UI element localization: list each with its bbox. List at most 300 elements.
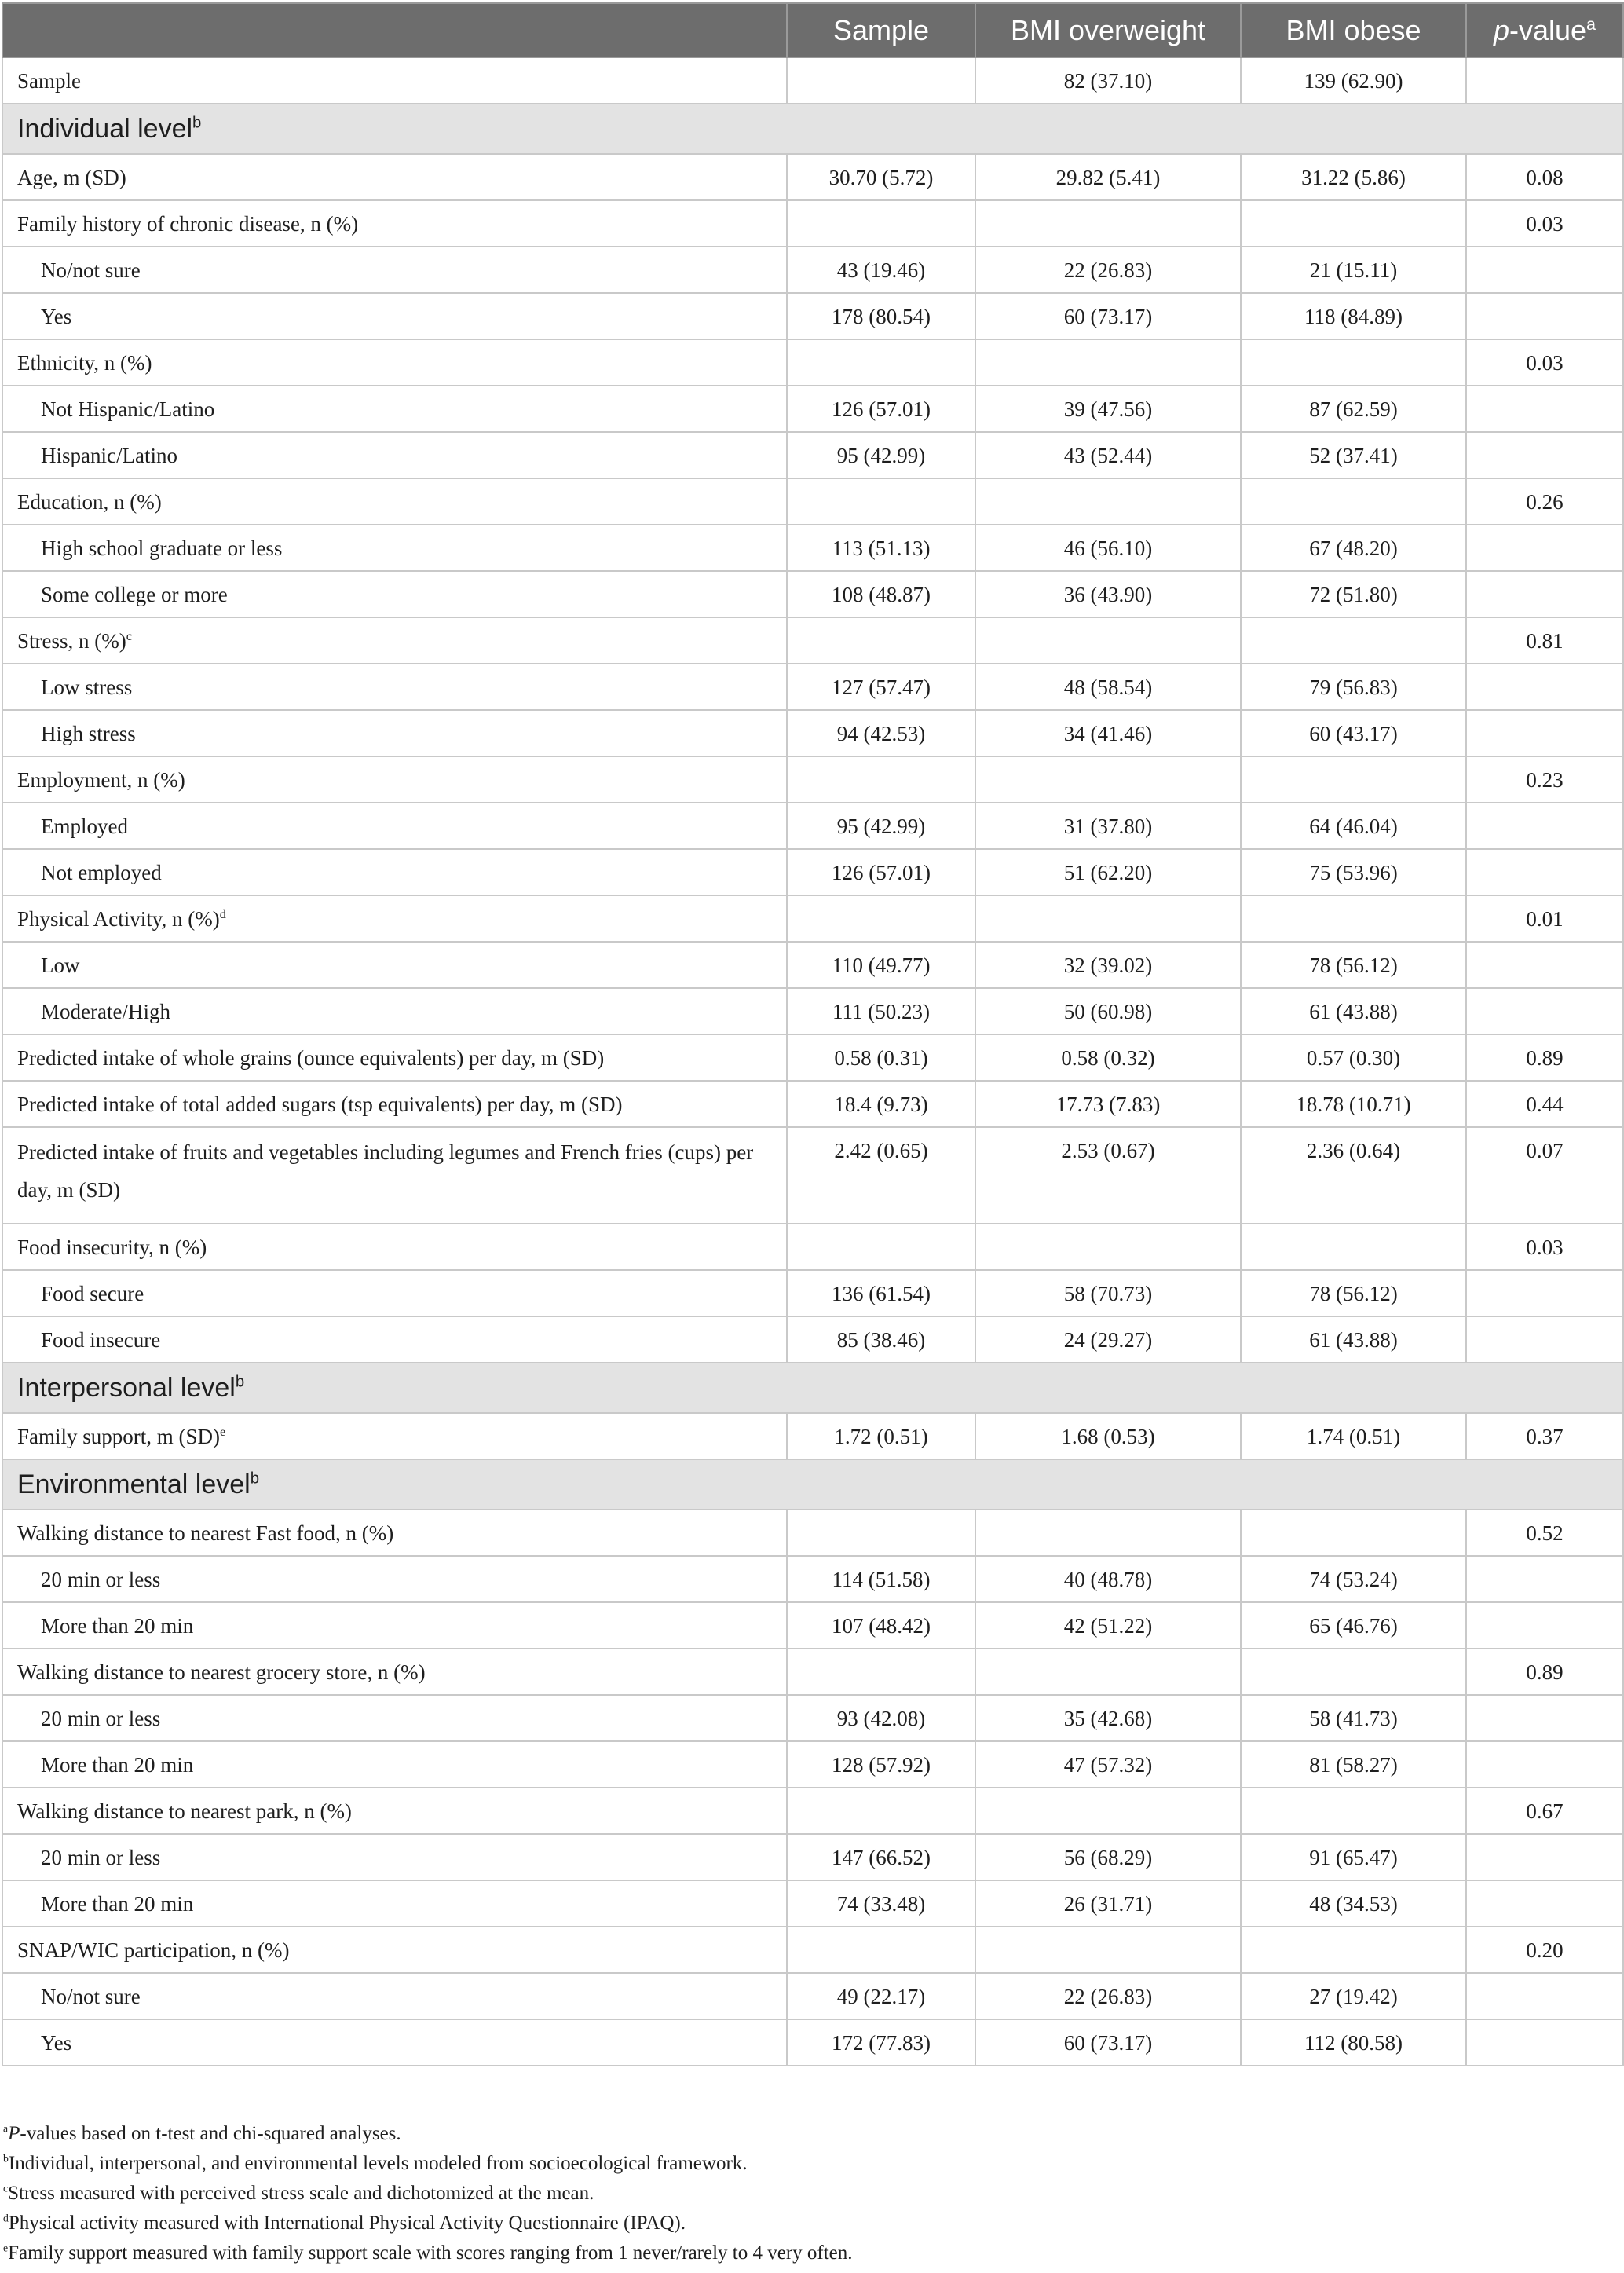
- row-label: [2, 57, 787, 104]
- cell-bmi-overweight: 22 (26.83): [975, 1973, 1241, 2019]
- section-heading-text: Individual level: [17, 114, 193, 144]
- header-variable: [2, 3, 787, 57]
- cell-sample: 85 (38.46): [787, 1316, 975, 1363]
- cell-bmi-obese: 1.74 (0.51): [1241, 1413, 1466, 1459]
- cell-p-value: [1466, 571, 1623, 617]
- row-sublabel: [2, 432, 787, 478]
- cell-p-value: 0.81: [1466, 617, 1623, 664]
- row-label: [2, 1413, 787, 1459]
- section-footnote-marker: b: [250, 1470, 260, 1488]
- cell-p-value: [1466, 664, 1623, 710]
- cell-sample: 127 (57.47): [787, 664, 975, 710]
- cell-bmi-obese: 60 (43.17): [1241, 710, 1466, 756]
- row-label-text: More than 20 min: [41, 1752, 194, 1777]
- cell-bmi-overweight: 51 (62.20): [975, 849, 1241, 895]
- cell-sample: [787, 617, 975, 664]
- footnote-marker: e: [3, 2242, 9, 2254]
- section-heading: [2, 104, 1623, 154]
- section-heading-text: Environmental level: [17, 1470, 251, 1499]
- row-label-text: Sample: [17, 68, 81, 93]
- row-label-text: Education, n (%): [17, 489, 162, 514]
- table-row: [2, 617, 1623, 664]
- table-row: [2, 339, 1623, 386]
- cell-bmi-overweight: 56 (68.29): [975, 1834, 1241, 1880]
- cell-sample: [787, 1927, 975, 1973]
- cell-bmi-overweight: 26 (31.71): [975, 1880, 1241, 1927]
- table-row: [2, 386, 1623, 432]
- table-row: [2, 942, 1623, 988]
- cell-bmi-overweight: 39 (47.56): [975, 386, 1241, 432]
- cell-bmi-overweight: [975, 200, 1241, 247]
- cell-bmi-overweight: [975, 1788, 1241, 1834]
- cell-bmi-obese: 52 (37.41): [1241, 432, 1466, 478]
- table-row: [2, 1649, 1623, 1695]
- row-sublabel: [2, 1741, 787, 1788]
- cell-bmi-overweight: [975, 895, 1241, 942]
- cell-bmi-obese: 75 (53.96): [1241, 849, 1466, 895]
- row-label-text: High stress: [41, 721, 136, 745]
- cell-bmi-overweight: 48 (58.54): [975, 664, 1241, 710]
- cell-p-value: [1466, 1834, 1623, 1880]
- table-row: [2, 1224, 1623, 1270]
- footnote-text: Family support measured with family support scale with scores ranging from 1 never/rarely to 4 very often.: [8, 2242, 853, 2264]
- table-row: [2, 247, 1623, 293]
- cell-bmi-obese: [1241, 1649, 1466, 1695]
- cell-bmi-obese: 118 (84.89): [1241, 293, 1466, 339]
- cell-sample: 2.42 (0.65): [787, 1127, 975, 1224]
- table-row: [2, 1034, 1623, 1081]
- footnote-marker: c: [3, 2182, 9, 2194]
- header-sample: Sample: [787, 3, 975, 57]
- row-label-text: Moderate/High: [41, 999, 170, 1023]
- row-label-text: Food insecurity, n (%): [17, 1235, 207, 1259]
- cell-p-value: [1466, 432, 1623, 478]
- table-row: [2, 988, 1623, 1034]
- table-row: [2, 895, 1623, 942]
- footnote: [3, 2149, 1621, 2179]
- footnote: [3, 2209, 1621, 2238]
- cell-sample: 126 (57.01): [787, 849, 975, 895]
- cell-bmi-obese: 139 (62.90): [1241, 57, 1466, 104]
- cell-sample: 18.4 (9.73): [787, 1081, 975, 1127]
- row-sublabel: [2, 525, 787, 571]
- footnote-text: Stress measured with perceived stress scale and dichotomized at the mean.: [8, 2183, 594, 2204]
- cell-p-value: 0.89: [1466, 1649, 1623, 1695]
- cell-sample: 93 (42.08): [787, 1695, 975, 1741]
- cell-p-value: 0.07: [1466, 1127, 1623, 1224]
- cell-bmi-overweight: 60 (73.17): [975, 2019, 1241, 2066]
- cell-bmi-obese: 78 (56.12): [1241, 942, 1466, 988]
- table-row: [2, 1413, 1623, 1459]
- row-sublabel: [2, 1316, 787, 1363]
- cell-sample: [787, 1510, 975, 1556]
- row-label-text: 20 min or less: [41, 1845, 161, 1869]
- row-label-text: Yes: [41, 2030, 72, 2055]
- footnote-marker: d: [3, 2212, 9, 2224]
- row-label-text: Low: [41, 953, 80, 977]
- row-label: [2, 1224, 787, 1270]
- cell-bmi-obese: 61 (43.88): [1241, 1316, 1466, 1363]
- cell-bmi-overweight: [975, 1510, 1241, 1556]
- cell-bmi-overweight: 0.58 (0.32): [975, 1034, 1241, 1081]
- table-row: [2, 1556, 1623, 1602]
- cell-sample: 107 (48.42): [787, 1602, 975, 1649]
- cell-p-value: [1466, 1556, 1623, 1602]
- cell-sample: [787, 478, 975, 525]
- table-row: [2, 849, 1623, 895]
- table-row: [2, 200, 1623, 247]
- row-label: [2, 1649, 787, 1695]
- cell-p-value: 0.37: [1466, 1413, 1623, 1459]
- row-sublabel: [2, 803, 787, 849]
- table-row: [2, 1880, 1623, 1927]
- cell-p-value: 0.44: [1466, 1081, 1623, 1127]
- cell-sample: 147 (66.52): [787, 1834, 975, 1880]
- cell-sample: [787, 339, 975, 386]
- cell-bmi-overweight: 43 (52.44): [975, 432, 1241, 478]
- table-row: [2, 478, 1623, 525]
- header-bmi-overweight: BMI overweight: [975, 3, 1241, 57]
- cell-sample: 110 (49.77): [787, 942, 975, 988]
- cell-bmi-overweight: 31 (37.80): [975, 803, 1241, 849]
- cell-p-value: 0.67: [1466, 1788, 1623, 1834]
- table-row: [2, 710, 1623, 756]
- footnote: [3, 2179, 1621, 2209]
- row-label: [2, 617, 787, 664]
- section-row: [2, 1459, 1623, 1510]
- row-label-text: Predicted intake of total added sugars (tsp equivalents) per day, m (SD): [17, 1092, 623, 1116]
- cell-bmi-overweight: [975, 756, 1241, 803]
- table-header: [2, 3, 1623, 57]
- table-footnotes: [3, 2119, 1621, 2268]
- cell-sample: 172 (77.83): [787, 2019, 975, 2066]
- row-label: [2, 1788, 787, 1834]
- row-label-text: SNAP/WIC participation, n (%): [17, 1938, 290, 1962]
- row-label-text: Some college or more: [41, 582, 228, 606]
- cell-sample: 114 (51.58): [787, 1556, 975, 1602]
- cell-p-value: [1466, 988, 1623, 1034]
- cell-bmi-obese: 91 (65.47): [1241, 1834, 1466, 1880]
- table-row: [2, 664, 1623, 710]
- footnote-text: Individual, interpersonal, and environmental levels modeled from socioecological framework.: [8, 2153, 748, 2174]
- cell-bmi-obese: 2.36 (0.64): [1241, 1127, 1466, 1224]
- table-row: [2, 1510, 1623, 1556]
- row-label-text: Employment, n (%): [17, 767, 185, 792]
- cell-bmi-obese: 65 (46.76): [1241, 1602, 1466, 1649]
- cell-bmi-obese: [1241, 339, 1466, 386]
- row-label-text: No/not sure: [41, 1984, 141, 2008]
- row-label-text: Yes: [41, 304, 72, 328]
- row-label-text: Walking distance to nearest park, n (%): [17, 1799, 352, 1823]
- row-label: [2, 1510, 787, 1556]
- cell-sample: 49 (22.17): [787, 1973, 975, 2019]
- cell-bmi-obese: 61 (43.88): [1241, 988, 1466, 1034]
- table-row: [2, 1741, 1623, 1788]
- cell-p-value: 0.03: [1466, 1224, 1623, 1270]
- cell-bmi-overweight: 24 (29.27): [975, 1316, 1241, 1363]
- cell-p-value: [1466, 1880, 1623, 1927]
- row-label-text: Family history of chronic disease, n (%): [17, 211, 359, 236]
- cell-p-value: [1466, 849, 1623, 895]
- row-sublabel: [2, 571, 787, 617]
- cell-sample: 95 (42.99): [787, 432, 975, 478]
- table-row: [2, 2019, 1623, 2066]
- row-label-text: Food insecure: [41, 1327, 161, 1352]
- cell-bmi-overweight: 34 (41.46): [975, 710, 1241, 756]
- row-label: [2, 154, 787, 200]
- cell-sample: 74 (33.48): [787, 1880, 975, 1927]
- row-label: [2, 339, 787, 386]
- cell-bmi-overweight: [975, 478, 1241, 525]
- cell-bmi-obese: 72 (51.80): [1241, 571, 1466, 617]
- cell-sample: 178 (80.54): [787, 293, 975, 339]
- row-sublabel: [2, 710, 787, 756]
- section-heading: [2, 1459, 1623, 1510]
- row-label-text: Not Hispanic/Latino: [41, 397, 215, 421]
- row-sublabel: [2, 1973, 787, 2019]
- row-label-text: 20 min or less: [41, 1567, 161, 1591]
- row-sublabel: [2, 942, 787, 988]
- cell-bmi-obese: 0.57 (0.30): [1241, 1034, 1466, 1081]
- section-footnote-marker: b: [235, 1373, 245, 1391]
- cell-bmi-overweight: 17.73 (7.83): [975, 1081, 1241, 1127]
- section-heading: [2, 1363, 1623, 1413]
- cell-p-value: [1466, 710, 1623, 756]
- table-row: [2, 1834, 1623, 1880]
- row-label-text: Hispanic/Latino: [41, 443, 177, 467]
- row-sublabel: [2, 849, 787, 895]
- cell-bmi-obese: 67 (48.20): [1241, 525, 1466, 571]
- row-sublabel: [2, 664, 787, 710]
- row-sublabel: [2, 247, 787, 293]
- row-label: [2, 1927, 787, 1973]
- row-label-text: Not employed: [41, 860, 162, 884]
- row-label-text: No/not sure: [41, 258, 141, 282]
- cell-p-value: [1466, 803, 1623, 849]
- table-row: [2, 1927, 1623, 1973]
- cell-p-value: 0.03: [1466, 200, 1623, 247]
- cell-p-value: 0.52: [1466, 1510, 1623, 1556]
- row-sublabel: [2, 386, 787, 432]
- header-p-rest: -value: [1509, 14, 1587, 46]
- cell-bmi-obese: 87 (62.59): [1241, 386, 1466, 432]
- row-sublabel: [2, 1556, 787, 1602]
- cell-bmi-obese: 74 (53.24): [1241, 1556, 1466, 1602]
- table-body: [2, 57, 1623, 2066]
- header-p-italic: p: [1493, 14, 1509, 46]
- cell-sample: 128 (57.92): [787, 1741, 975, 1788]
- cell-bmi-obese: [1241, 200, 1466, 247]
- footnote: [3, 2119, 1621, 2149]
- cell-bmi-obese: [1241, 1788, 1466, 1834]
- cell-bmi-overweight: 50 (60.98): [975, 988, 1241, 1034]
- cell-p-value: [1466, 1695, 1623, 1741]
- table-row: [2, 571, 1623, 617]
- row-label: [2, 895, 787, 942]
- cell-p-value: 0.08: [1466, 154, 1623, 200]
- cell-bmi-obese: 18.78 (10.71): [1241, 1081, 1466, 1127]
- cell-bmi-overweight: 2.53 (0.67): [975, 1127, 1241, 1224]
- cell-bmi-overweight: 32 (39.02): [975, 942, 1241, 988]
- cell-sample: 95 (42.99): [787, 803, 975, 849]
- table-row: [2, 1127, 1623, 1224]
- footnote-marker: a: [3, 2122, 9, 2135]
- table-row: [2, 432, 1623, 478]
- row-sublabel: [2, 293, 787, 339]
- row-label-text: Food secure: [41, 1281, 144, 1305]
- row-sublabel: [2, 1695, 787, 1741]
- cell-p-value: 0.20: [1466, 1927, 1623, 1973]
- footnote-text: -values based on t-test and chi-squared analyses.: [20, 2123, 401, 2144]
- row-sublabel: [2, 2019, 787, 2066]
- row-label-text: Predicted intake of fruits and vegetables including legumes and French fries (cups) per day, m (SD): [17, 1140, 754, 1202]
- cell-bmi-obese: 58 (41.73): [1241, 1695, 1466, 1741]
- cell-p-value: 0.26: [1466, 478, 1623, 525]
- cell-sample: 126 (57.01): [787, 386, 975, 432]
- row-label-text: Ethnicity, n (%): [17, 350, 152, 375]
- table-row: [2, 1973, 1623, 2019]
- cell-sample: 113 (51.13): [787, 525, 975, 571]
- table-row: [2, 154, 1623, 200]
- cell-bmi-obese: 27 (19.42): [1241, 1973, 1466, 2019]
- row-label-text: Age, m (SD): [17, 165, 126, 189]
- table-row: [2, 756, 1623, 803]
- cell-sample: 43 (19.46): [787, 247, 975, 293]
- cell-bmi-overweight: 22 (26.83): [975, 247, 1241, 293]
- cell-bmi-overweight: [975, 1224, 1241, 1270]
- cell-p-value: 0.03: [1466, 339, 1623, 386]
- cell-bmi-overweight: [975, 1927, 1241, 1973]
- cell-sample: [787, 57, 975, 104]
- cell-sample: 94 (42.53): [787, 710, 975, 756]
- cell-p-value: [1466, 942, 1623, 988]
- cell-bmi-overweight: [975, 1649, 1241, 1695]
- row-label: [2, 756, 787, 803]
- cell-bmi-obese: [1241, 1510, 1466, 1556]
- row-label: [2, 1081, 787, 1127]
- cell-p-value: [1466, 525, 1623, 571]
- cell-sample: [787, 1224, 975, 1270]
- cell-bmi-overweight: 36 (43.90): [975, 571, 1241, 617]
- table-row: [2, 1695, 1623, 1741]
- cell-sample: 30.70 (5.72): [787, 154, 975, 200]
- cell-bmi-obese: 79 (56.83): [1241, 664, 1466, 710]
- footnote-marker: b: [3, 2152, 9, 2165]
- row-label-text: Stress, n (%): [17, 628, 126, 653]
- cell-bmi-obese: 81 (58.27): [1241, 1741, 1466, 1788]
- cell-bmi-overweight: 82 (37.10): [975, 57, 1241, 104]
- row-label: [2, 478, 787, 525]
- cell-p-value: [1466, 386, 1623, 432]
- cell-bmi-obese: [1241, 1224, 1466, 1270]
- row-label-text: Low stress: [41, 675, 133, 699]
- cell-bmi-overweight: 35 (42.68): [975, 1695, 1241, 1741]
- row-label-text: Family support, m (SD): [17, 1424, 221, 1448]
- row-label: [2, 1034, 787, 1081]
- cell-sample: [787, 1649, 975, 1695]
- cell-p-value: [1466, 1973, 1623, 2019]
- cell-bmi-overweight: 47 (57.32): [975, 1741, 1241, 1788]
- cell-bmi-obese: 21 (15.11): [1241, 247, 1466, 293]
- row-label-text: High school graduate or less: [41, 536, 283, 560]
- header-bmi-obese: BMI obese: [1241, 3, 1466, 57]
- cell-bmi-overweight: 42 (51.22): [975, 1602, 1241, 1649]
- cell-bmi-obese: [1241, 478, 1466, 525]
- cell-sample: 136 (61.54): [787, 1270, 975, 1316]
- cell-sample: [787, 756, 975, 803]
- cell-p-value: [1466, 57, 1623, 104]
- cell-bmi-obese: [1241, 756, 1466, 803]
- row-label-text: Employed: [41, 814, 128, 838]
- cell-bmi-obese: 48 (34.53): [1241, 1880, 1466, 1927]
- cell-bmi-obese: [1241, 895, 1466, 942]
- cell-p-value: [1466, 1270, 1623, 1316]
- cell-bmi-overweight: [975, 339, 1241, 386]
- row-sublabel: [2, 988, 787, 1034]
- row-label-text: More than 20 min: [41, 1613, 194, 1638]
- footnote-text: Physical activity measured with International Physical Activity Questionnaire (IPAQ).: [8, 2213, 686, 2234]
- table-row: [2, 1081, 1623, 1127]
- row-footnote-marker: e: [220, 1424, 226, 1439]
- cell-bmi-overweight: 46 (56.10): [975, 525, 1241, 571]
- table-row: [2, 1602, 1623, 1649]
- row-label-text: Walking distance to nearest grocery store, n (%): [17, 1660, 426, 1684]
- cell-bmi-obese: [1241, 1927, 1466, 1973]
- demographics-table: [2, 2, 1624, 2066]
- cell-sample: [787, 895, 975, 942]
- row-sublabel: [2, 1880, 787, 1927]
- cell-p-value: [1466, 1741, 1623, 1788]
- cell-bmi-obese: [1241, 617, 1466, 664]
- table-row: [2, 803, 1623, 849]
- cell-bmi-obese: 64 (46.04): [1241, 803, 1466, 849]
- cell-sample: 0.58 (0.31): [787, 1034, 975, 1081]
- row-label-text: Walking distance to nearest Fast food, n (%): [17, 1521, 394, 1545]
- row-sublabel: [2, 1602, 787, 1649]
- cell-bmi-obese: 31.22 (5.86): [1241, 154, 1466, 200]
- cell-p-value: 0.23: [1466, 756, 1623, 803]
- row-label: [2, 1127, 787, 1224]
- cell-bmi-overweight: 60 (73.17): [975, 293, 1241, 339]
- footnote: [3, 2238, 1621, 2268]
- row-footnote-marker: c: [126, 628, 132, 643]
- cell-sample: [787, 200, 975, 247]
- cell-sample: [787, 1788, 975, 1834]
- row-label-text: 20 min or less: [41, 1706, 161, 1730]
- row-label: [2, 200, 787, 247]
- row-label-text: Predicted intake of whole grains (ounce equivalents) per day, m (SD): [17, 1045, 605, 1070]
- section-footnote-marker: b: [192, 114, 202, 132]
- table-row: [2, 525, 1623, 571]
- row-sublabel: [2, 1270, 787, 1316]
- cell-bmi-overweight: 58 (70.73): [975, 1270, 1241, 1316]
- cell-bmi-overweight: 40 (48.78): [975, 1556, 1241, 1602]
- table-row: [2, 1788, 1623, 1834]
- cell-p-value: [1466, 293, 1623, 339]
- cell-p-value: [1466, 2019, 1623, 2066]
- row-footnote-marker: d: [219, 906, 226, 921]
- section-row: [2, 1363, 1623, 1413]
- cell-p-value: [1466, 1602, 1623, 1649]
- cell-p-value: [1466, 247, 1623, 293]
- cell-sample: 111 (50.23): [787, 988, 975, 1034]
- table-row: [2, 1270, 1623, 1316]
- cell-p-value: 0.01: [1466, 895, 1623, 942]
- cell-bmi-obese: 78 (56.12): [1241, 1270, 1466, 1316]
- section-heading-text: Interpersonal level: [17, 1373, 236, 1403]
- cell-bmi-overweight: 1.68 (0.53): [975, 1413, 1241, 1459]
- cell-bmi-overweight: [975, 617, 1241, 664]
